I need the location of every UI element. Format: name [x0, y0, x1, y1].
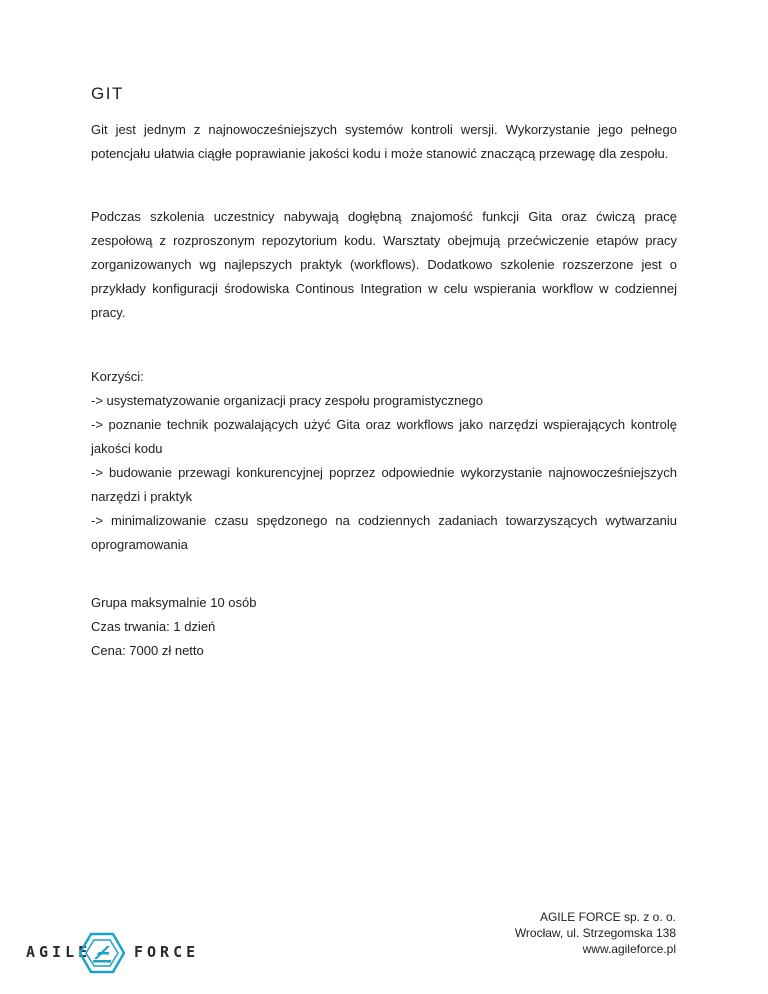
training-description-paragraph: Podczas szkolenia uczestnicy nabywają dogłębną znajomość funkcji Gita oraz ćwiczą pracę zespołową z rozproszonym repozytorium kodu. Warsztaty obejmują przećwiczenie etapów pracy zorganizowanych wg najlepszych praktyk (workflows). Dodatkowo szkolenie rozszerzone jest o przykłady konfiguracji środowiska Continous Integration w celu wspierania workflow w codziennej pracy. — [91, 209, 677, 320]
price: Cena: 7000 zł netto — [91, 643, 204, 658]
duration: Czas trwania: 1 dzień — [91, 619, 216, 634]
hexagon-logo-icon — [79, 932, 125, 974]
benefit-item: -> poznanie technik pozwalających użyć Gita oraz workflows jako narzędzi wspierających kontrolę jakości kodu — [91, 417, 677, 456]
benefit-item: -> minimalizowanie czasu spędzonego na codziennych zadaniach towarzyszących wytwarzaniu oprogramowania — [91, 513, 677, 552]
company-address-block — [515, 909, 676, 957]
benefits-section — [91, 365, 677, 557]
company-address: Wrocław, ul. Strzegomska 138 — [514, 926, 676, 940]
benefits-heading: Korzyści: — [91, 369, 144, 384]
logo-word-agile: AGILE — [26, 943, 92, 961]
logo-word-force: FORCE — [134, 943, 200, 961]
course-info — [91, 591, 677, 663]
benefit-item: -> usystematyzowanie organizacji pracy zespołu programistycznego — [91, 393, 483, 408]
benefit-item: -> budowanie przewagi konkurencyjnej poprzez odpowiednie wykorzystanie najnowocześniejszych narzędzi i praktyk — [91, 465, 677, 504]
company-website[interactable]: www.agileforce.pl — [582, 942, 676, 956]
group-size: Grupa maksymalnie 10 osób — [91, 595, 257, 610]
document-title: GIT — [91, 84, 124, 103]
company-logo — [26, 932, 200, 976]
company-name: AGILE FORCE sp. z o. o. — [539, 910, 676, 924]
intro-paragraph: Git jest jednym z najnowocześniejszych systemów kontroli wersji. Wykorzystanie jego pełnego potencjału ułatwia ciągłe poprawianie jakości kodu i może stanowić znaczącą przewagę dla zespołu. — [91, 122, 677, 161]
